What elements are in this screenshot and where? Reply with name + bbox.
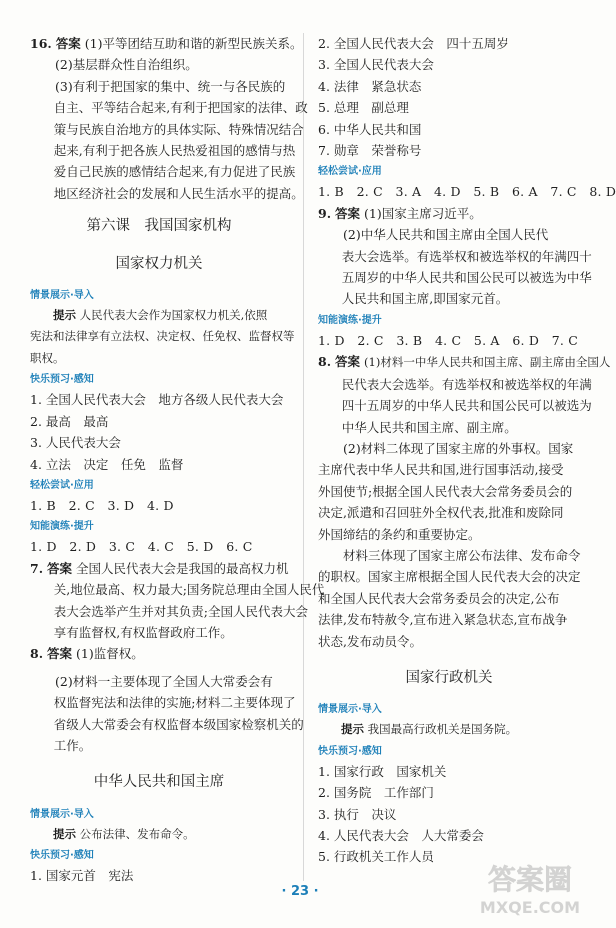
q8-first-line (30, 643, 288, 664)
tip-label: 提示 (341, 722, 364, 737)
q16-number: 16. (30, 36, 52, 51)
q8-line: 材料三体现了国家主席公布法律、发布命令 (343, 547, 581, 563)
tip-line (318, 719, 580, 740)
q8-line: 状态,发布动员令。 (318, 633, 422, 649)
q8-line: 法律,发布特赦令,宣布进入紧急状态,宣布战争 (318, 612, 568, 628)
q9-line: 人民共和国主席,即国家元首。 (341, 291, 509, 307)
preview-item: 5. 行政机关工作人员 (318, 849, 434, 865)
q7-line: 享有监督权,有权监督政府工作。 (53, 624, 233, 640)
practice-answers: 1. D 2. D 3. C 4. C 5. D 6. C (30, 539, 253, 555)
q16-line: 爱自己民族的感情结合起来,有力促进了民族 (53, 164, 296, 180)
preview-item: 3. 执行 决议 (318, 806, 397, 822)
q8-first-line (318, 351, 611, 373)
preview-item: 5. 总理 副总理 (318, 100, 409, 116)
tag-try: 轻松尝试·应用 (318, 166, 382, 178)
q8-line: 决定,派遣和召回驻外全权代表,批准和废除同 (318, 505, 564, 521)
preview-item: 2. 国务院 工作部门 (318, 785, 434, 801)
q8-line: 主席代表中华人民共和国,进行国事活动,接受 (318, 462, 564, 478)
preview-item: 6. 中华人民共和国 (318, 121, 422, 137)
preview-item: 1. 国家行政 国家机关 (318, 763, 447, 779)
q7-answer-label: 答案 (47, 560, 73, 576)
tip-text: 公布法律、发布命令。 (79, 826, 195, 841)
practice-answers: 1. D 2. C 3. B 4. C 5. A 6. D 7. C (318, 332, 579, 348)
q9-line: (1)国家主席习近平。 (364, 205, 482, 221)
q8-line: 工作。 (53, 737, 92, 753)
tag-intro: 情景展示·导入 (318, 704, 382, 716)
tag-intro: 情景展示·导入 (30, 808, 94, 820)
q7-line: 表大会选举产生并对其负责;全国人民代表大会 (53, 603, 308, 619)
q8-line: 权监督宪法和法律的实施;材料二主要体现了 (53, 695, 296, 711)
q8-line: 外国缔结的条约和重要协定。 (318, 526, 481, 542)
tag-intro: 情景展示·导入 (30, 290, 94, 302)
tip-line (30, 305, 288, 326)
q16-first-line (30, 33, 303, 54)
preview-item: 7. 勋章 荣誉称号 (318, 143, 422, 159)
q8-line: 的职权。国家主席根据全国人民代表大会的决定 (318, 569, 581, 585)
q9-line: (2)中华人民共和国主席由全国人民代 (343, 227, 549, 243)
watermark-text: 答案圈 (487, 863, 573, 896)
q9-first-line (318, 203, 580, 224)
q16-line: 地区经济社会的发展和人民生活水平的提高。 (53, 185, 304, 201)
q8-line: (2)材料二体现了国家主席的外事权。国家 (343, 440, 574, 456)
q8-line: (1)监督权。 (76, 646, 144, 662)
q8-answer-label: 答案 (335, 354, 361, 370)
q8-number: 8. (318, 354, 332, 370)
watermark-logo (470, 855, 590, 921)
q9-number: 9. (318, 205, 332, 221)
preview-item: 4. 立法 决定 任免 监督 (30, 456, 184, 472)
q16-line: 策与民族自治地方的具体实际、特殊情况结合 (53, 121, 304, 137)
q16-line: (1)平等团结互助和谐的新型民族关系。 (84, 36, 303, 51)
preview-item: 1. 国家元首 宪法 (30, 868, 134, 884)
q9-line: 表大会选举。有选举权和被选举权的年满四十 (341, 248, 592, 264)
watermark-domain: MXQE.COM (479, 898, 581, 917)
q8-line: (2)材料一主要体现了全国人大常委会有 (55, 673, 273, 689)
q16-line: 起来,有利于把各族人民热爱祖国的感情与热 (53, 143, 296, 159)
q16-line: (3)有利于把国家的集中、统一与各民族的 (55, 78, 286, 94)
tip-label: 提示 (53, 308, 76, 323)
preview-item: 3. 人民代表大会 (30, 435, 121, 451)
preview-item: 3. 全国人民代表大会 (318, 57, 434, 73)
left-column (30, 33, 325, 887)
q7-number: 7. (30, 560, 44, 576)
tag-practice: 知能演练·提升 (318, 314, 382, 326)
q9-line: 五周岁的中华人民共和国公民可以被选为中华 (341, 270, 592, 286)
q7-first-line (30, 558, 288, 579)
tag-preview: 快乐预习·感知 (30, 850, 94, 862)
try-answers: 1. B 2. C 3. D 4. D (30, 497, 174, 513)
q8-line: 四十五周岁的中华人民共和国公民可以被选为 (341, 398, 592, 414)
tip-text: 职权。 (30, 350, 65, 365)
q16-answer-label: 答案 (55, 36, 81, 51)
preview-item: 4. 人民代表大会 人大常委会 (318, 828, 484, 843)
lesson-title: 第六课 我国国家机构 (86, 218, 232, 235)
q8-answer-label: 答案 (47, 646, 73, 662)
q8-line: 省级人大常委会有权监督本级国家检察机关的 (53, 716, 304, 732)
q8-number: 8. (30, 646, 44, 662)
q8-line: 民代表大会选举。有选举权和被选举权的年满 (341, 376, 592, 392)
preview-item: 2. 全国人民代表大会 四十五周岁 (318, 36, 509, 51)
tag-try: 轻松尝试·应用 (30, 479, 94, 491)
tip-text: 我国最高行政机关是国务院。 (367, 722, 518, 737)
right-column (318, 33, 616, 868)
q16-line: 自主、平等结合起来,有利于把国家的法律、政 (53, 100, 308, 116)
q8-line: 中华人民共和国主席、副主席。 (341, 419, 517, 435)
q9-answer-label: 答案 (335, 205, 361, 221)
tip-text: 人民代表大会作为国家权力机关,依照 (79, 308, 268, 323)
tip-text: 宪法和法律享有立法权、决定权、任免权、监督权等 (30, 329, 295, 344)
q7-line: 全国人民代表大会是我国的最高权力机 (76, 560, 289, 576)
section-title-admin-organ: 国家行政机关 (405, 669, 493, 686)
try-answers: 1. B 2. C 3. A 4. D 5. B 6. A 7. C 8. D (318, 184, 616, 200)
section-title-president: 中华人民共和国主席 (93, 774, 225, 791)
column-divider (303, 33, 304, 881)
q16-line: (2)基层群众性自治组织。 (55, 57, 198, 73)
page-number: · 23 · (281, 884, 319, 899)
preview-item: 1. 全国人民代表大会 地方各级人民代表大会 (30, 392, 284, 408)
tip-label: 提示 (53, 826, 76, 841)
tip-line (30, 824, 288, 845)
q8-line: 和全国人民代表大会常务委员会的决定,公布 (318, 590, 560, 606)
tag-preview: 快乐预习·感知 (30, 374, 94, 386)
tag-preview: 快乐预习·感知 (318, 745, 382, 757)
section-title-power-organ: 国家权力机关 (115, 255, 203, 272)
preview-item: 4. 法律 紧急状态 (318, 78, 422, 94)
q8-line: 外国使节;根据全国人民代表大会常务委员会的 (318, 483, 573, 499)
q7-line: 关,地位最高、权力最大;国务院总理由全国人民代 (53, 582, 325, 598)
preview-item: 2. 最高 最高 (30, 413, 109, 429)
tag-practice: 知能演练·提升 (30, 521, 94, 533)
q8-line: (1)材料一中华人民共和国主席、副主席由全国人 (364, 355, 611, 370)
